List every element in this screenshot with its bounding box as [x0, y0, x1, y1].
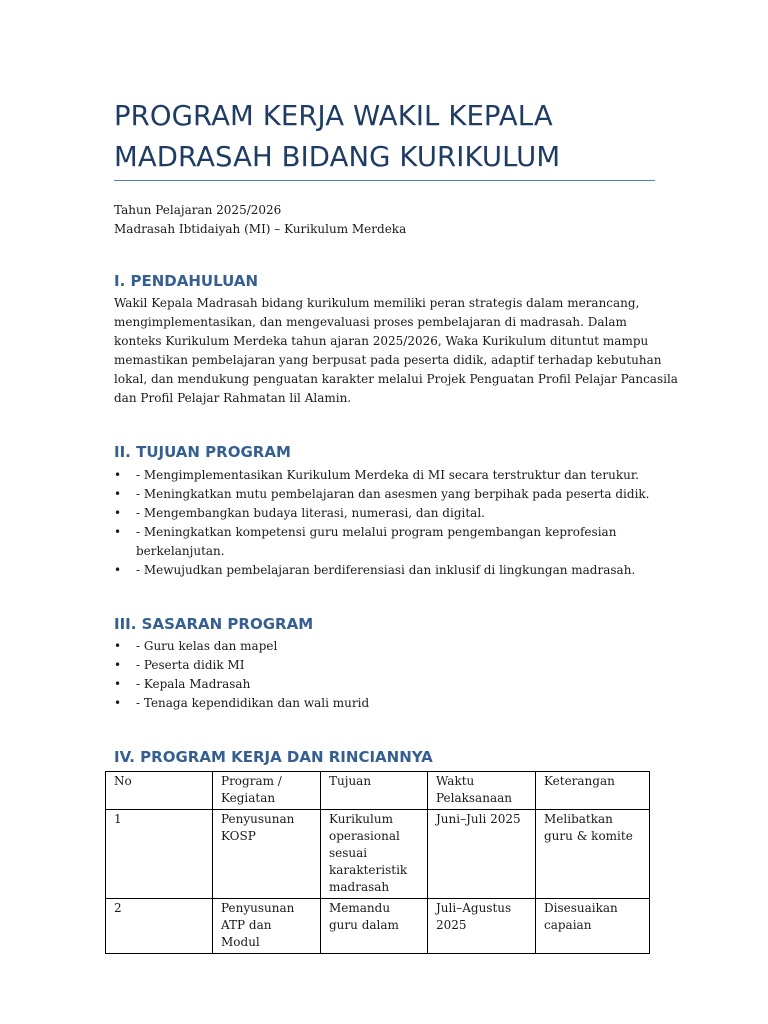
header-cell: No	[106, 772, 213, 810]
table-cell: Juli–Agustus 2025	[428, 899, 536, 954]
table-cell: Melibatkan guru & komite	[536, 810, 650, 899]
paragraph-line: memastikan pembelajaran yang berpusat pada peserta didik, adaptif terhadap kebutuhan	[114, 353, 662, 367]
bullet-icon: •	[114, 696, 122, 710]
heading-program-kerja: IV. PROGRAM KERJA DAN RINCIANNYA	[114, 748, 433, 766]
table-cell: Disesuaikan capaian	[536, 899, 650, 954]
header-cell: Program / Kegiatan	[213, 772, 321, 810]
bullet-icon: •	[114, 506, 122, 520]
title-line-2: MADRASAH BIDANG KURIKULUM	[114, 141, 561, 173]
header-cell: Keterangan	[536, 772, 650, 810]
bullet-icon: •	[114, 525, 122, 539]
bullet-icon: •	[114, 658, 122, 672]
header-cell: Waktu Pelaksanaan	[428, 772, 536, 810]
title-line-1: PROGRAM KERJA WAKIL KEPALA	[114, 100, 553, 132]
table-cell: 1	[106, 810, 213, 899]
heading-tujuan: II. TUJUAN PROGRAM	[114, 443, 291, 461]
document-meta	[114, 201, 406, 239]
school-year: Tahun Pelajaran 2025/2026	[114, 203, 282, 217]
tujuan-list	[114, 466, 659, 580]
table-cell: Penyusunan KOSP	[213, 810, 321, 899]
paragraph-line: Wakil Kepala Madrasah bidang kurikulum memiliki peran strategis dalam merancang,	[114, 296, 640, 310]
bullet-icon: •	[114, 563, 122, 577]
heading-sasaran: III. SASARAN PROGRAM	[114, 615, 314, 633]
paragraph-line: lokal, dan mendukung penguatan karakter melalui Projek Penguatan Profil Pelajar Pancasila	[114, 372, 678, 386]
bullet-icon: •	[114, 468, 122, 482]
table-row	[106, 810, 650, 899]
heading-pendahuluan: I. PENDAHULUAN	[114, 272, 258, 290]
table-row	[106, 899, 650, 954]
list-item: • - Peserta didik MI	[114, 656, 659, 675]
list-item: • - Meningkatkan mutu pembelajaran dan asesmen yang berpihak pada peserta didik.	[114, 485, 659, 504]
bullet-icon: •	[114, 487, 122, 501]
bullet-icon: •	[114, 677, 122, 691]
table-cell: Juni–Juli 2025	[428, 810, 536, 899]
list-item: • - Kepala Madrasah	[114, 675, 659, 694]
paragraph-line: konteks Kurikulum Merdeka tahun ajaran 2025/2026, Waka Kurikulum dituntut mampu	[114, 334, 649, 348]
list-item: • - Mewujudkan pembelajaran berdiferensiasi dan inklusif di lingkungan madrasah.	[114, 561, 659, 580]
pendahuluan-paragraph	[114, 294, 678, 408]
header-cell: Tujuan	[321, 772, 428, 810]
paragraph-line: dan Profil Pelajar Rahmatan lil Alamin.	[114, 391, 352, 405]
table-cell: Kurikulum operasional sesuai karakteristik madrasah	[321, 810, 428, 899]
table-cell: Penyusunan ATP dan Modul	[213, 899, 321, 954]
table-header-row	[106, 772, 650, 810]
list-item: • - Meningkatkan kompetensi guru melalui program pengembangan keprofesian berkelanjutan.	[114, 525, 617, 558]
document-title	[114, 96, 674, 178]
sasaran-list	[114, 637, 659, 713]
table-cell: Memandu guru dalam	[321, 899, 428, 954]
list-item: • - Guru kelas dan mapel	[114, 637, 659, 656]
table-cell: 2	[106, 899, 213, 954]
title-underline	[114, 180, 655, 181]
program-table	[105, 771, 650, 954]
paragraph-line: mengimplementasikan, dan mengevaluasi proses pembelajaran di madrasah. Dalam	[114, 315, 627, 329]
bullet-icon: •	[114, 639, 122, 653]
list-item: • - Tenaga kependidikan dan wali murid	[114, 694, 659, 713]
list-item: • - Mengembangkan budaya literasi, numerasi, dan digital.	[114, 504, 659, 523]
school-type: Madrasah Ibtidaiyah (MI) – Kurikulum Merdeka	[114, 222, 407, 236]
list-item: • - Mengimplementasikan Kurikulum Merdeka di MI secara terstruktur dan terukur.	[114, 466, 659, 485]
